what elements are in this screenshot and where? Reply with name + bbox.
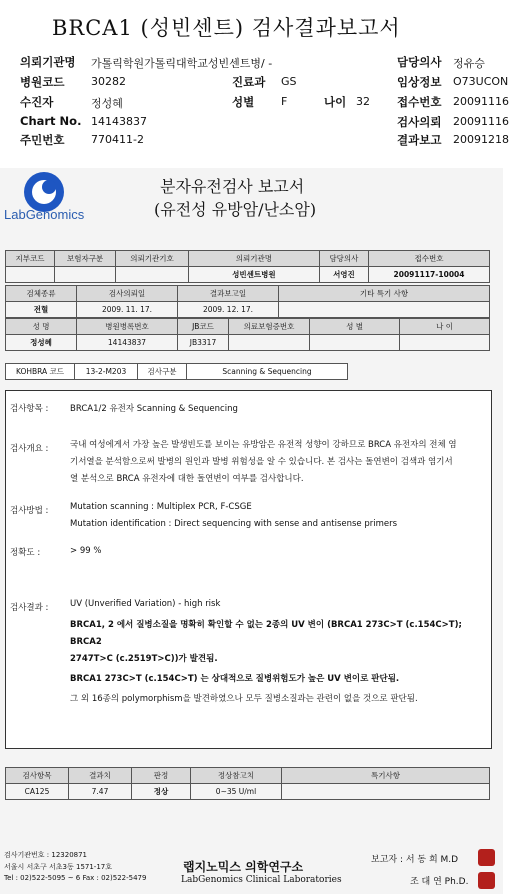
table-header: JB코드 [178,319,229,335]
table-header: 특기사항 [282,768,490,784]
method-line: Mutation identification : Direct sequencing with sense and antisense primers [70,519,398,529]
table-cell [310,335,400,351]
table-cell: 14143837 [77,335,178,351]
test-type-label: 검사구분 [138,364,187,380]
table-header: 의뢰기관명 [188,251,319,267]
receipt-label: 접수번호 [397,95,442,109]
table-cell: 2009. 12. 17. [178,302,279,318]
table-cell [6,267,55,283]
age-value: 32 [356,95,370,108]
footer-org-en: LabGenomics Clinical Laboratories [181,875,342,885]
rrn-value: 770411-2 [91,133,144,146]
table-cell: 0~35 U/ml [191,784,282,800]
patient-label: 수진자 [20,95,54,109]
table-cell [55,267,116,283]
table-header: 결과보고일 [178,286,279,302]
result-line: 2747T>C (c.2519T>C))가 발견됨. [70,654,218,664]
footer-org-number: 검사기관번호 : 12320871 [4,851,88,859]
test-type-value: Scanning & Sequencing [187,364,348,380]
age-label: 나이 [324,95,347,109]
table-cell: CA125 [6,784,69,800]
kohbra-label: KOHBRA 코드 [6,364,75,380]
table-header: 검체종류 [6,286,77,302]
table-header: 지부코드 [6,251,55,267]
doctor-label: 담당의사 [397,55,442,69]
table-header: 결과치 [69,768,132,784]
table-header: 검사의뢰일 [77,286,178,302]
result-line: BRCA1 273C>T (c.154C>T) 는 상대적으로 질병위험도가 높은 UV 변이로 판단됨. [70,674,400,684]
chart-value: 14143837 [91,115,147,128]
info-table-2 [5,285,490,318]
ward-label: 의뢰기관명 [20,55,76,69]
table-header: 기타 특기 사항 [279,286,490,302]
table-header: 나 이 [400,319,490,335]
result-line: BRCA1, 2 에서 질병소질을 명확히 확인할 수 없는 2종의 UV 변이 (BRCA1 273C>T (c.154C>T); BRCA2 [70,620,462,647]
table-cell [279,302,490,318]
footer-org-ko: 랩지노믹스 의학연구소 [183,860,304,874]
table-cell: JB3317 [178,335,229,351]
table-header: 의뢰기관기호 [116,251,189,267]
result-label: 검사결과 : [10,603,49,613]
rrn-label: 주민번호 [20,133,65,147]
table-cell [116,267,189,283]
reporter-1: 보고자 : 서 동 희 M.D [371,855,459,865]
table-cell: 전혈 [6,302,77,318]
result-line: UV (Unverified Variation) - high risk [70,599,221,609]
report-title: 분자유전검사 보고서 [160,177,305,196]
request-label: 검사의뢰 [397,115,442,129]
request-value: 20091116 [453,115,509,128]
signature-seal-icon [478,872,495,889]
signature-seal-icon [478,849,495,866]
table-cell: 정성혜 [6,335,77,351]
overview-line: 기서열을 분석함으로써 발병의 원인과 발병 위험성을 알 수 있습니다. 본 검사는 돌연변이 검색과 염기서 [70,457,453,467]
footer-address: 서울시 서초구 서초3동 1571-17호 [4,863,112,871]
report-value: 20091218 [453,133,509,146]
table-header: 의료보험증번호 [229,319,310,335]
clinical-label: 임상정보 [397,75,442,89]
table-header: 정상참고치 [191,768,282,784]
table-header: 병원병록번호 [77,319,178,335]
overview-line: 열 분석으로 BRCA 유전자에 대한 돌연변이 여부를 검사합니다. [70,474,304,484]
footer-phone: Tel : 02)522-5095 ~ 6 Fax : 02)522-5479 [4,874,147,882]
hosp-code-value: 30282 [91,75,126,88]
method-text [70,499,397,533]
table-cell: 20091117-10004 [369,267,490,283]
chart-label: Chart No. [20,114,82,128]
hosp-code-label: 병원코드 [20,75,65,89]
kohbra-code: 13-2-M203 [75,364,138,380]
brand-name: LabGenomics [4,207,85,222]
overview-text [70,437,485,488]
dept-value: GS [281,75,297,88]
table-cell: 정상 [132,784,191,800]
accuracy-label: 정확도 : [10,548,41,558]
sex-label: 성별 [232,95,255,109]
accuracy-value: > 99 % [70,546,102,556]
overview-label: 검사개요 : [10,444,49,454]
table-cell: 7.47 [69,784,132,800]
table-header: 성 명 [6,319,77,335]
table-cell [229,335,310,351]
table-cell: 서영진 [319,267,368,283]
table-header: 판정 [132,768,191,784]
kohbra-table [5,363,348,380]
table-header: 담당의사 [319,251,368,267]
overview-line: 국내 여성에게서 가장 높은 발생빈도를 보이는 유방암은 유전적 성향이 강하므로 BRCA 유전자의 전체 염 [70,440,457,450]
dept-label: 진료과 [232,75,266,89]
ward-value: 가톨릭학원가톨릭대학교성빈센트병/ - [91,57,273,70]
report-subtitle: (유전성 유방암/난소암) [154,200,317,219]
items-value: BRCA1/2 유전자 Scanning & Sequencing [70,404,238,414]
info-table-3 [5,318,490,351]
doctor-value: 정유승 [453,57,485,70]
table-header: 접수번호 [369,251,490,267]
patient-value: 정성혜 [91,97,123,110]
items-label: 검사항목 : [10,404,49,414]
table-header: 성 별 [310,319,400,335]
clinical-value: O73UCON [453,75,509,88]
info-table-1 [5,250,490,283]
method-label: 검사방법 : [10,506,49,516]
reporter-2: 조 대 연 Ph.D. [410,877,469,887]
table-cell: 2009. 11. 17. [77,302,178,318]
table-cell: 성빈센트병원 [188,267,319,283]
table-header: 검사항목 [6,768,69,784]
method-line: Mutation scanning : Multiplex PCR, F-CSGE [70,502,252,512]
result-line: 그 외 16종의 polymorphism을 발견하였으나 모두 질병소질과는 관련이 없을 것으로 판단됨. [70,694,418,704]
marker-table [5,767,490,800]
report-label: 결과보고 [397,133,442,147]
receipt-value: 20091116 [453,95,509,108]
table-cell [400,335,490,351]
sex-value: F [281,95,288,108]
table-cell [282,784,490,800]
page-title: BRCA1 (성빈센트) 검사결과보고서 [52,16,401,40]
result-text [70,596,490,708]
table-header: 보험자구분 [55,251,116,267]
